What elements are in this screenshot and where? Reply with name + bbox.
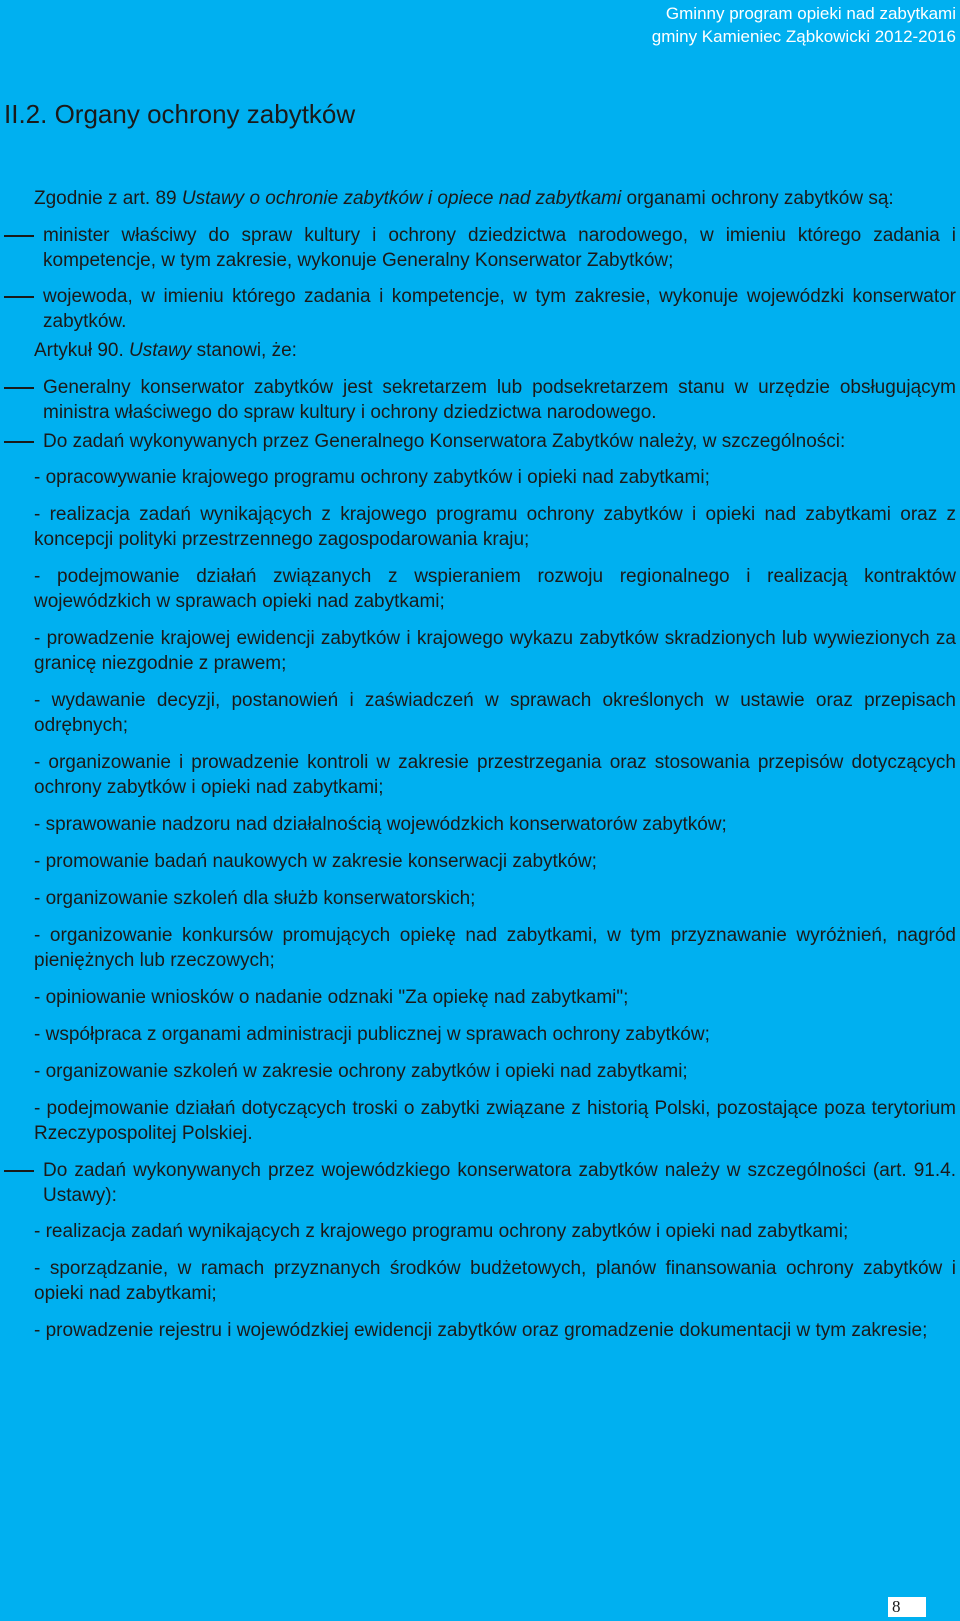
body-text [4, 186, 956, 1355]
list-item: - sporządzanie, w ramach przyznanych środków budżetowych, planów finansowania ochrony zabytków i opieki nad zabytkami; [34, 1258, 956, 1304]
list-item: - organizowanie szkoleń dla służb konserwatorskich; [34, 888, 476, 909]
list-item: - realizacja zadań wynikających z krajowego programu ochrony zabytków i opieki nad zabytkami; [34, 1221, 849, 1242]
header-line-1: Gminny program opieki nad zabytkami [665, 4, 956, 23]
list-item: - sprawowanie nadzoru nad działalnością wojewódzkich konserwatorów zabytków; [34, 814, 727, 835]
list-item: - prowadzenie rejestru i wojewódzkiej ewidencji zabytków oraz gromadzenie dokumentacji w tym zakresie; [34, 1320, 928, 1341]
list-item: - podejmowanie działań dotyczących troski o zabytki związane z historią Polski, pozostające poza terytorium Rzeczypospolitej Polskiej. [34, 1098, 956, 1144]
general-tasks-list [4, 465, 956, 1146]
list-item: - podejmowanie działań związanych z wspieraniem rozwoju regionalnego i realizacją kontraktów wojewódzkich w sprawach opieki nad zabytkami; [34, 566, 956, 612]
act-title: Ustawy o ochronie zabytków i opiece nad zabytkami [181, 188, 622, 209]
list-item: - współpraca z organami administracji publicznej w sprawach ochrony zabytków; [34, 1024, 710, 1045]
voivodeship-tasks-intro: Do zadań wykonywanych przez wojewódzkiego konserwatora zabytków należy w szczególności (art. 91.4. Ustawy): [4, 1158, 956, 1208]
list-item: - realizacja zadań wynikających z krajowego programu ochrony zabytków i opieki nad zabytkami oraz z koncepcji polityki przestrzennego zagospodarowania kraju; [34, 504, 956, 550]
intro-paragraph: Zgodnie z art. 89 Ustawy o ochronie zabytków i opiece nad zabytkami organami ochrony zabytków są: [34, 188, 894, 209]
page-number: 8 [888, 1597, 926, 1617]
section-title: II.2. Organy ochrony zabytków [4, 99, 356, 129]
organ-item: minister właściwy do spraw kultury i ochrony dziedzictwa narodowego, w imieniu którego zadania i kompetencje, w tym zakresie, wykonuje Generalny Konserwator Zabytków; [4, 223, 956, 273]
running-header [652, 2, 956, 48]
list-item: - organizowanie konkursów promujących opiekę nad zabytkami, w tym przyznawanie wyróżnień, nagród pieniężnych lub rzeczowych; [34, 925, 956, 971]
general-tasks-intro: Do zadań wykonywanych przez Generalnego Konserwatora Zabytków należy, w szczególności: [4, 429, 956, 454]
list-item: - organizowanie i prowadzenie kontroli w zakresie przestrzegania oraz stosowania przepisów dotyczących ochrony zabytków i opieki nad zabytkami; [34, 752, 956, 798]
list-item: - prowadzenie krajowej ewidencji zabytków i krajowego wykazu zabytków skradzionych lub wywiezionych za granicę niezgodnie z prawem; [34, 628, 956, 674]
voivodeship-tasks-list [4, 1219, 956, 1343]
list-item: - opiniowanie wniosków o nadanie odznaki "Za opiekę nad zabytkami"; [34, 987, 629, 1008]
article-90-line: Artykuł 90. Ustawy stanowi, że: [34, 340, 297, 361]
general-conservator-item: Generalny konserwator zabytków jest sekretarzem lub podsekretarzem stanu w urzędzie obsługującym ministra właściwego do spraw kultury i ochrony dziedzictwa narodowego. [4, 375, 956, 425]
header-line-2: gminy Kamieniec Ząbkowicki 2012-2016 [651, 27, 956, 46]
organ-item: wojewoda, w imieniu którego zadania i kompetencje, w tym zakresie, wykonuje wojewódzki konserwator zabytków. [4, 284, 956, 334]
list-item: - wydawanie decyzji, postanowień i zaświadczeń w sprawach określonych w ustawie oraz przepisach odrębnych; [34, 690, 956, 736]
list-item: - opracowywanie krajowego programu ochrony zabytków i opieki nad zabytkami; [34, 467, 710, 488]
list-item: - promowanie badań naukowych w zakresie konserwacji zabytków; [34, 851, 597, 872]
list-item: - organizowanie szkoleń w zakresie ochrony zabytków i opieki nad zabytkami; [34, 1061, 688, 1082]
